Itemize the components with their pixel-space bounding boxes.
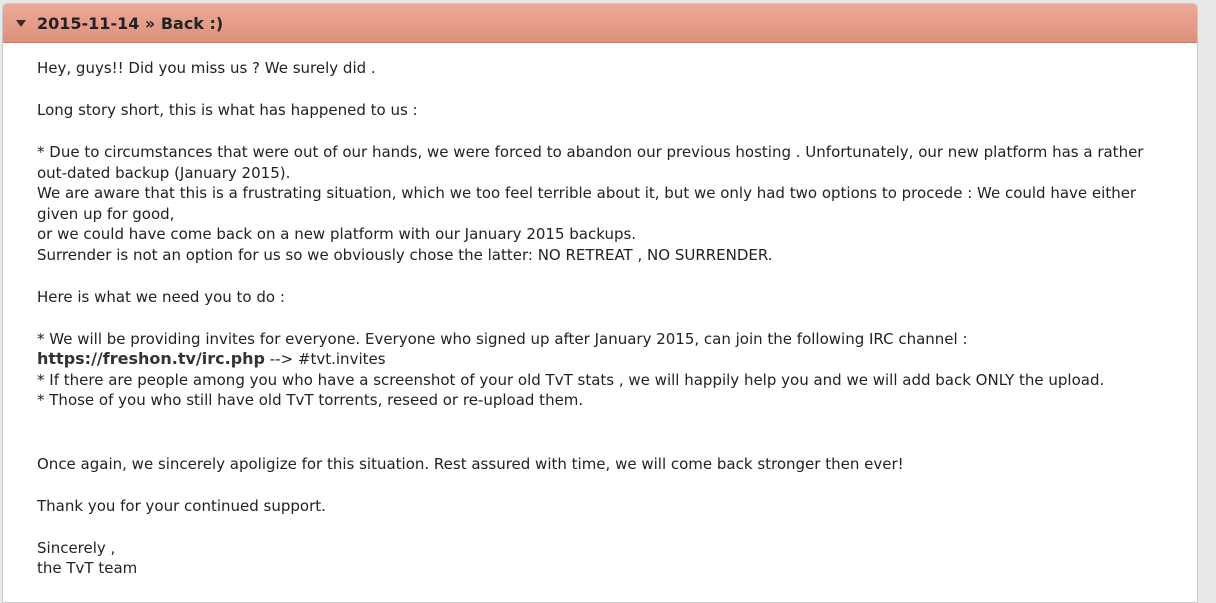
bullet-stats: * If there are people among you who have a screenshot of your old TvT stats , we will happily help you and we will add back ONLY the upload. — [37, 370, 1105, 389]
irc-link[interactable]: https://freshon.tv/irc.php — [37, 349, 265, 368]
intro-text: Long story short, this is what has happened to us : — [37, 101, 418, 119]
need-intro-text: Here is what we need you to do : — [37, 287, 285, 306]
bullet-invites-channel: --> #tvt.invites — [264, 350, 386, 368]
apology-text: Once again, we sincerely apoligize for this situation. Rest assured with time, we will come back stronger then ever! — [37, 454, 904, 473]
bullet-torrents: * Those of you who still have old TvT torrents, reseed or re-upload them. — [37, 391, 584, 409]
news-panel — [2, 3, 1198, 603]
news-header[interactable] — [3, 4, 1197, 43]
explanation-line-1: * Due to circumstances that were out of our hands, we were forced to abandon our previous hosting . Unfortunately, our new platform has a rather out-dated backup (January 2015). — [37, 143, 1144, 182]
bullet-invites-text: * We will be providing invites for everyone. Everyone who signed up after January 2015, can join the following IRC channel : — [37, 329, 968, 348]
thanks-text: Thank you for your continued support. — [37, 496, 326, 515]
greeting-text: Hey, guys!! Did you miss us ? We surely did . — [37, 59, 376, 77]
explanation-line-3: or we could have come back on a new platform with our January 2015 backups. — [37, 225, 637, 243]
signoff-text: Sincerely , — [37, 538, 116, 557]
bullet-invites — [37, 329, 1167, 370]
news-body — [3, 43, 1167, 579]
signature-text: the TvT team — [37, 559, 138, 577]
explanation-line-2: We are aware that this is a frustrating situation, which we too feel terrible about it, but we only had two options to procede : We could have either given up for good, — [37, 184, 1137, 223]
explanation-line-4: Surrender is not an option for us so we obviously chose the latter: NO RETREAT , NO SURRENDER. — [37, 245, 773, 264]
news-title: 2015-11-14 » Back :) — [37, 13, 224, 33]
caret-down-icon[interactable] — [16, 20, 26, 27]
